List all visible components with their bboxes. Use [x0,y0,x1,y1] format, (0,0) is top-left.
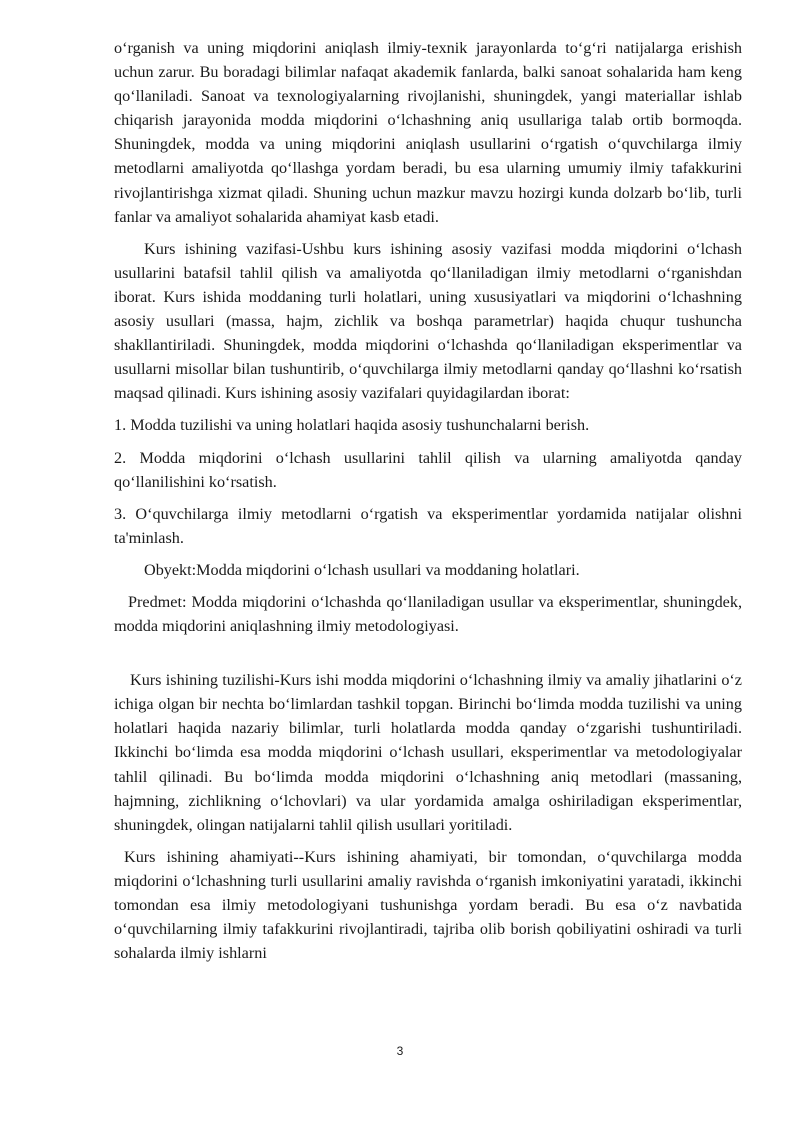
document-page [114,36,742,973]
page-number: 3 [396,1044,404,1058]
paragraph-subject: Predmet: Modda miqdorini o‘lchashda qo‘llaniladigan usullar va eksperimentlar, shuningdek, modda miqdorini aniqlashning ilmiy metodologiyasi. [114,592,742,636]
list-item-2: 2. Modda miqdorini o‘lchash usullarini tahlil qilish va ularning amaliyotda qanday qo‘llanilishini ko‘rsatish. [114,448,742,491]
paragraph-course-structure: Kurs ishining tuzilishi-Kurs ishi modda miqdorini o‘lchashning ilmiy va amaliy jihatlarini o‘z ichiga olgan bir nechta bo‘limlardan tashkil topgan. Birinchi bo‘limda modda tuzilishi va uning holatlari haqida nazariy bilimlar, turli holatlarda modda qanday o‘zgarishi tushuntiriladi. Ikkinchi bo‘limda esa modda miqdorini o‘lchash usullari, eksperimentlar va metodologiyalar tahlil qilinadi. Bu bo‘limda modda miqdorini o‘lchashning aniq metodlari (massaning, hajmning, zichlikning o‘lchovlari) va ular yordamida amalga oshiriladigan eksperimentlar, shuningdek, olingan natijalarni tahlil qilish usullari yoritiladi. [114,671,742,834]
list-item-3: 3. O‘quvchilarga ilmiy metodlarni o‘rgatish va eksperimentlar yordamida natijalar olishni ta'minlash. [114,504,742,547]
paragraph-course-significance: Kurs ishining ahamiyati--Kurs ishining ahamiyati, bir tomondan, o‘quvchilarga modda miqdorini o‘lchashning turli usullarini amaliy ravishda o‘rganish imkoniyatini yaratadi, ikkinchi tomondan esa ilmiy metodologiyani tushunishga yordam beradi. Bu esa o‘z navbatida o‘quvchilarning ilmiy tafakkurini rivojlantiradi, tajriba olib borish qobiliyatini oshiradi va turli sohalarda ilmiy ishlarni [114,847,742,963]
paragraph-intro-continuation: o‘rganish va uning miqdorini aniqlash ilmiy-texnik jarayonlarda to‘g‘ri natijalarga erishish uchun zarur. Bu boradagi bilimlar nafaqat akademik fanlarda, balki sanoat sohalarida ham keng qo‘llaniladi. Sanoat va texnologiyalarning rivojlanishi, shuningdek, yangi materiallar ishlab chiqarish jarayonida modda miqdorini o‘lchashning aniq usullariga talab ortib bormoqda. Shuningdek, modda va uning miqdorini aniqlash usullarini o‘rgatish o‘quvchilarga ilmiy metodlarni amaliyotda qo‘llashga yordam beradi, bu esa ularning umumiy ilmiy tafakkurini rivojlantirishga xizmat qiladi. Shuning uchun mazkur mavzu hozirgi kunda dolzarb bo‘lib, turli fanlar va amaliyot sohalarida ahamiyat kasb etadi. [114,39,742,226]
paragraph-object: Obyekt:Modda miqdorini o‘lchash usullari va moddaning holatlari. [144,560,580,579]
paragraph-course-task: Kurs ishining vazifasi-Ushbu kurs ishining asosiy vazifasi modda miqdorini o‘lchash usullarini batafsil tahlil qilish va amaliyotda qo‘llaniladigan ilmiy metodlarni o‘rganishdan iborat. Kurs ishida moddaning turli holatlari, uning xususiyatlari va miqdorini o‘lchashning asosiy usullari (massa, hajm, zichlik va boshqa parametrlar) haqida chuqur tushuncha shakllantiriladi. Shuningdek, modda miqdorini o‘lchashda qo‘llaniladigan eksperimentlar va usullarni misollar bilan tushuntirib, o‘quvchilarga ilmiy metodlarni qanday qo‘llashni ko‘rsatish maqsad qilinadi. Kurs ishining asosiy vazifalari quyidagilardan iborat: [114,239,742,403]
list-item-1: 1. Modda tuzilishi va uning holatlari haqida asosiy tushunchalarni berish. [114,416,590,435]
